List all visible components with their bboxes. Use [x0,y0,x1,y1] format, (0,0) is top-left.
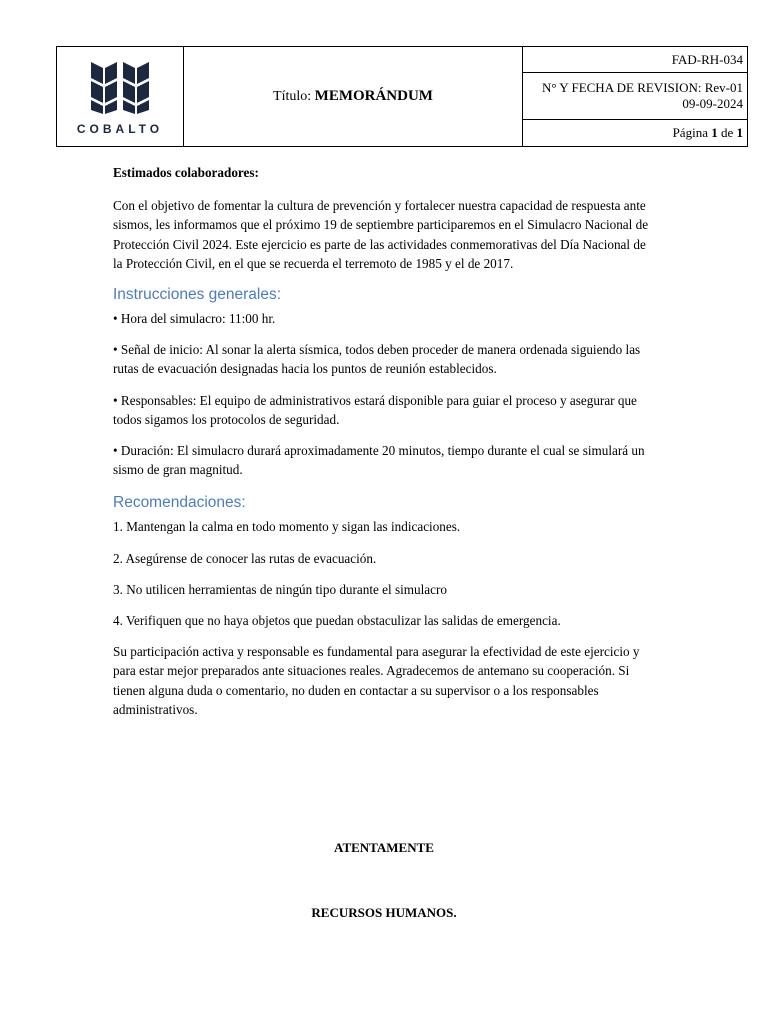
recommendation-item: 2. Asegúrense de conocer las rutas de evacuación. [113,550,377,566]
recommendations-heading: Recomendaciones: [113,494,246,512]
revision-date: 09-09-2024 [682,95,743,111]
revision-cell [523,73,748,119]
document-code-text: FAD-RH-034 [671,51,743,67]
instructions-heading: Instrucciones generales: [113,286,282,304]
title-cell [184,47,523,147]
company-logo [57,58,183,136]
document-code [523,47,748,73]
page-total: 1 [736,124,743,140]
greeting: Estimados colaboradores: [113,165,259,180]
signature-department: RECURSOS HUMANOS. [311,905,457,920]
instruction-item: • Duración: El simulacro durará aproximadamente 20 minutos, tiempo durante el cual se simulará un sismo de gran magnitud. [113,443,645,478]
intro-paragraph: Con el objetivo de fomentar la cultura de prevención y fortalecer nuestra capacidad de respuesta ante sismos, les informamos que el próximo 19 de septiembre participaremos en el Simulacro Nacional de Protección Civil 2024. Este ejercicio es parte de las actividades conmemorativas del Día Nacional de la Protección Civil, en el que se recuerda el terremoto de 1985 y el de 2017. [113,198,649,271]
recommendation-item: 1. Mantengan la calma en todo momento y sigan las indicaciones. [113,519,461,535]
instruction-item: • Responsables: El equipo de administrativos estará disponible para guiar el proceso y asegurar que todos sigamos los protocolos de seguridad. [113,392,637,427]
page-number-cell [523,119,748,146]
logo-cell [57,47,184,147]
instruction-item: • Señal de inicio: Al sonar la alerta sísmica, todos deben proceder de manera ordenada siguiendo las rutas de evacuación designadas hacia los puntos de reunión establecidos. [113,342,641,377]
page-current: 1 [711,124,718,140]
document-title: MEMORÁNDUM [314,88,433,104]
signature-salutation: ATENTAMENTE [334,840,434,855]
document-header [56,46,748,147]
instruction-item: • Hora del simulacro: 11:00 hr. [113,311,276,327]
title-prefix: Título: [273,89,312,104]
memo-body [113,163,658,731]
revision-label: N° Y FECHA DE REVISION: Rev-01 [541,79,743,95]
page-label: Página [672,124,708,140]
recommendation-item: 4. Verifiquen que no haya objetos que puedan obstaculizar las salidas de emergencia. [113,613,561,629]
recommendation-item: 3. No utilicen herramientas de ningún tipo durante el simulacro [113,581,447,597]
cobalto-logo-icon [89,58,151,116]
logo-wordmark: COBALTO [76,121,164,136]
page-of: de [720,124,734,140]
closing-paragraph: Su participación activa y responsable es fundamental para asegurar la efectividad de este ejercicio y para estar mejor preparados ante situaciones reales. Agradecemos de antemano su cooperación. Si tienen alguna duda o comentario, no duden en contactar a su supervisor o a los responsables administrativos. [113,644,640,717]
